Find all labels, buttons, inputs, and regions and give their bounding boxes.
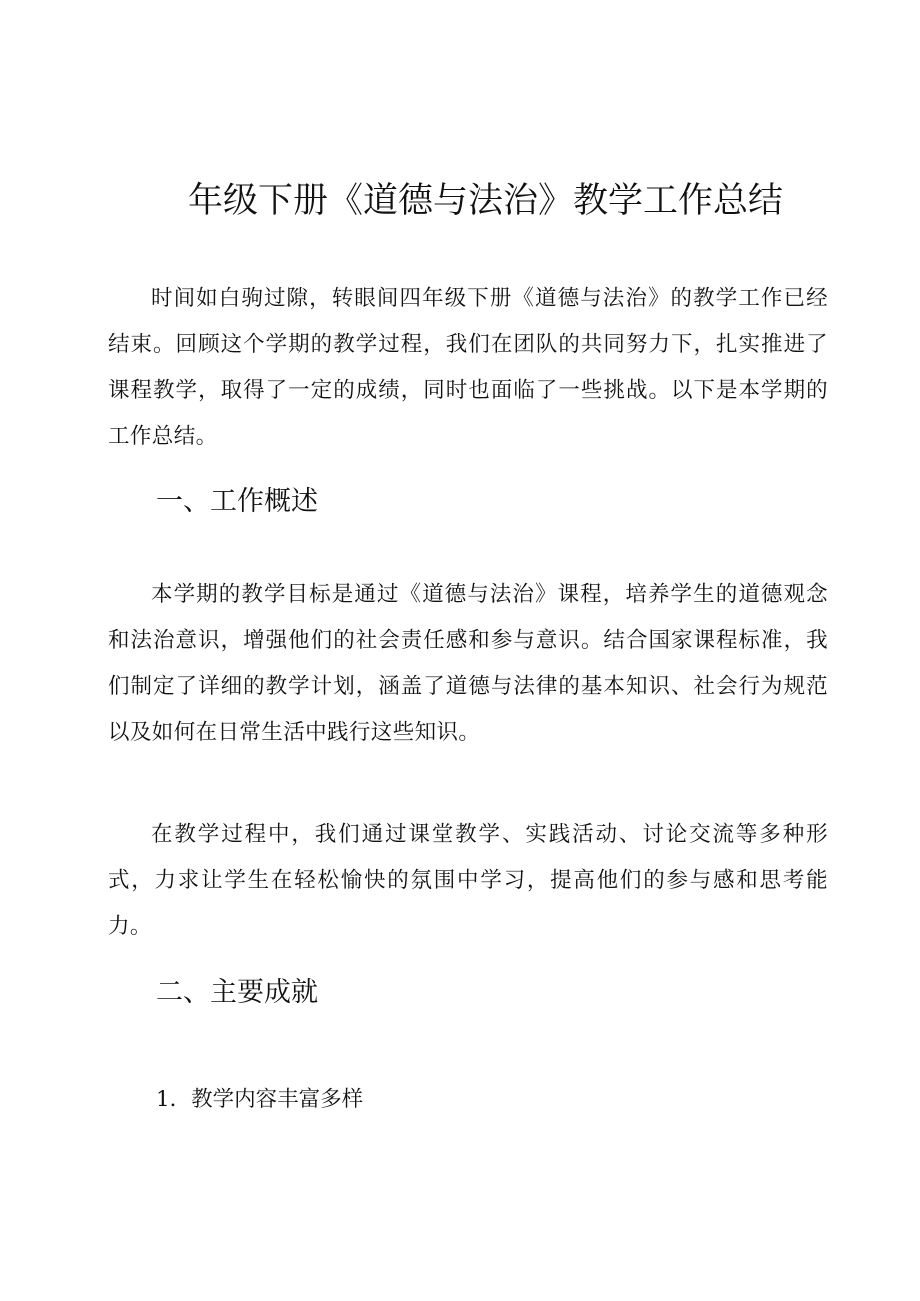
intro-paragraph: 时间如白驹过隙，转眼间四年级下册《道德与法治》的教学工作已经结束。回顾这个学期的教学过程，我们在团队的共同努力下，扎实推进了课程教学，取得了一定的成绩，同时也面临了一些挑战。以下是本学期的工作总结。 — [108, 286, 828, 449]
overview-paragraph-2: 在教学过程中，我们通过课堂教学、实践活动、讨论交流等多种形式，力求让学生在轻松愉快的氛围中学习，提高他们的参与感和思考能力。 — [108, 822, 828, 939]
section-heading-overview: 一、工作概述 — [156, 486, 318, 517]
overview-paragraph-1: 本学期的教学目标是通过《道德与法治》课程，培养学生的道德观念和法治意识，增强他们的社会责任感和参与意识。结合国家课程标准，我们制定了详细的教学计划，涵盖了道德与法律的基本知识、社会行为规范以及如何在日常生活中践行这些知识。 — [108, 582, 828, 745]
document-title: 年级下册《道德与法治》教学工作总结 — [188, 181, 784, 221]
section-heading-achievements: 二、主要成就 — [156, 977, 318, 1008]
achievement-subitem-1: 1．教学内容丰富多样 — [156, 1087, 364, 1112]
